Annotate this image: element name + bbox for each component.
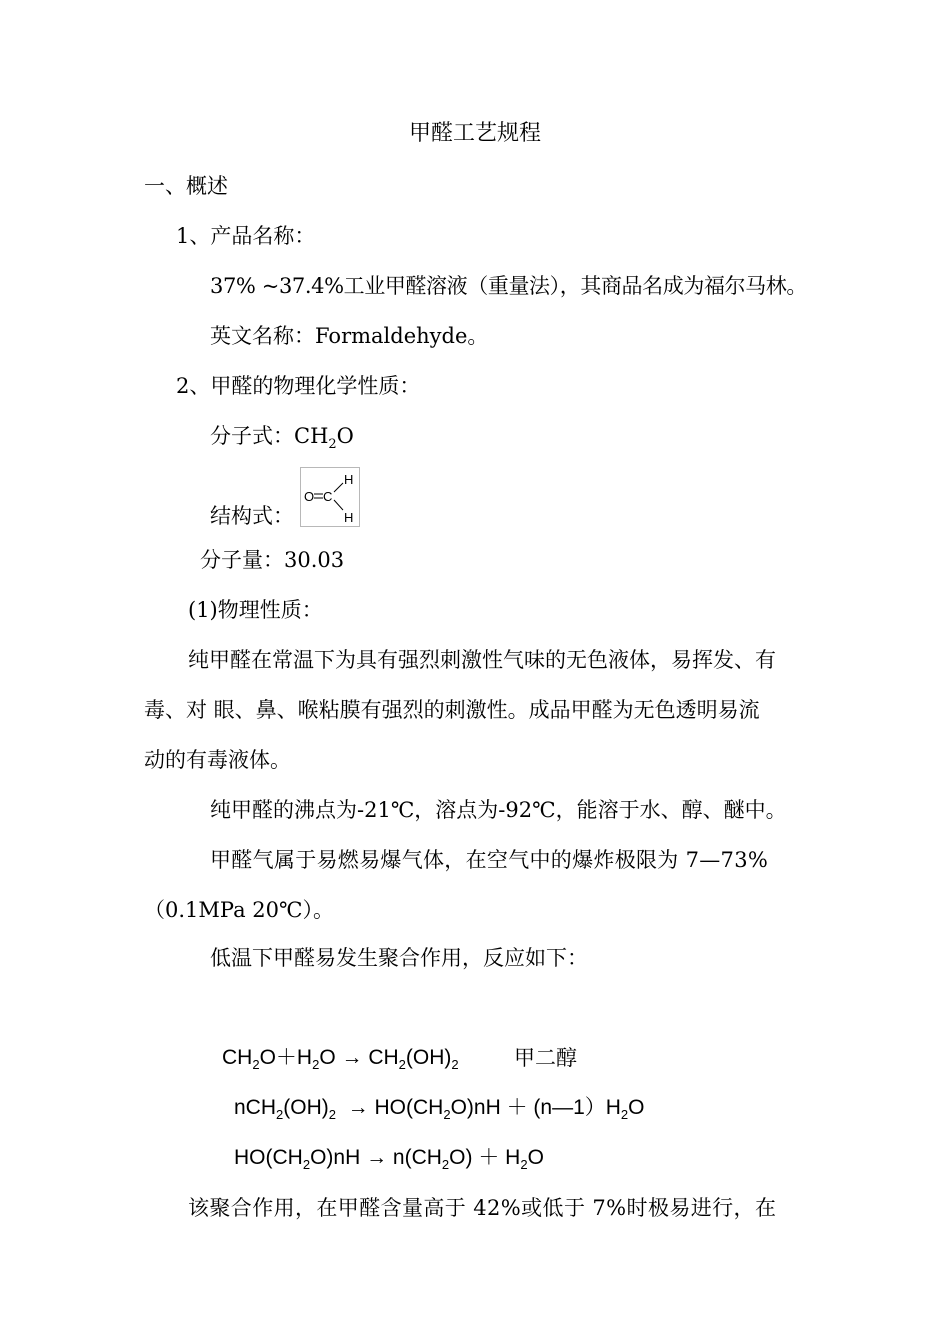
equation-1: $CH_2O+H_2O \to CH_2(OH)_2$ 甲二醇 bbox=[222, 1046, 577, 1072]
equation-3: $HO(CH_2O)nH \to n(CH_2O) + H_2O$ bbox=[234, 1146, 544, 1172]
english-name-value: Formaldehyde bbox=[315, 324, 468, 348]
english-name-label: 英文名称： bbox=[210, 324, 315, 348]
page-title: 甲醛工艺规程 bbox=[408, 121, 541, 146]
hydrogen-atom-top: H bbox=[344, 472, 354, 487]
paragraph-1-line-1: 纯甲醛在常温下为具有强烈刺激性气味的无色液体，易挥发、有 bbox=[188, 648, 776, 672]
equation-1-product-name: 甲二醇 bbox=[514, 1046, 577, 1070]
equation-2: $nCH_2(OH)_2 \to HO(CH_2O)nH$ ＋ $(n—1)H_2O$ bbox=[234, 1096, 645, 1122]
product-description: 37% ~37.4%工业甲醛溶液（重量法），其商品名成为福尔马林。 bbox=[210, 274, 807, 298]
hydrogen-atom-bottom: H bbox=[344, 510, 354, 525]
molecular-formula-line bbox=[210, 422, 354, 450]
paragraph-2: 纯甲醛的沸点为-21℃，溶点为-92℃，能溶于水、醇、醚中。 bbox=[210, 798, 787, 822]
item-heading-1: 1、产品名称： bbox=[176, 224, 316, 248]
paragraph-1-line-2: 毒、对 眼、鼻、喉粘膜有强烈的刺激性。成品甲醛为无色透明易流 bbox=[144, 698, 760, 722]
english-name-end: 。 bbox=[467, 324, 489, 348]
english-name-line bbox=[210, 322, 488, 350]
paragraph-3-line-2: （0.1MPa 20℃）。 bbox=[144, 898, 334, 922]
paragraph-1-line-3: 动的有毒液体。 bbox=[144, 748, 291, 772]
carbon-atom: C bbox=[323, 489, 333, 504]
molecular-weight: 分子量：30.03 bbox=[200, 548, 345, 572]
paragraph-4: 低温下甲醛易发生聚合作用，反应如下： bbox=[210, 946, 588, 970]
paragraph-5: 该聚合作用，在甲醛含量高于 42%或低于 7%时极易进行，在 bbox=[188, 1196, 777, 1220]
formula-label: 分子式： bbox=[210, 424, 294, 448]
paragraph-3-line-1: 甲醛气属于易燃易爆气体，在空气中的爆炸极限为 7—73% bbox=[210, 848, 769, 872]
section-heading: 一、概述 bbox=[144, 174, 228, 198]
structure-label: 结构式： bbox=[210, 504, 294, 528]
structural-formula-image bbox=[300, 467, 360, 527]
oxygen-atom: O bbox=[304, 489, 315, 504]
physical-properties-heading: (1)物理性质： bbox=[188, 598, 323, 622]
formula-value: $CH_2O$ bbox=[294, 424, 354, 452]
item-heading-2: 2、甲醛的物理化学性质： bbox=[176, 374, 421, 398]
